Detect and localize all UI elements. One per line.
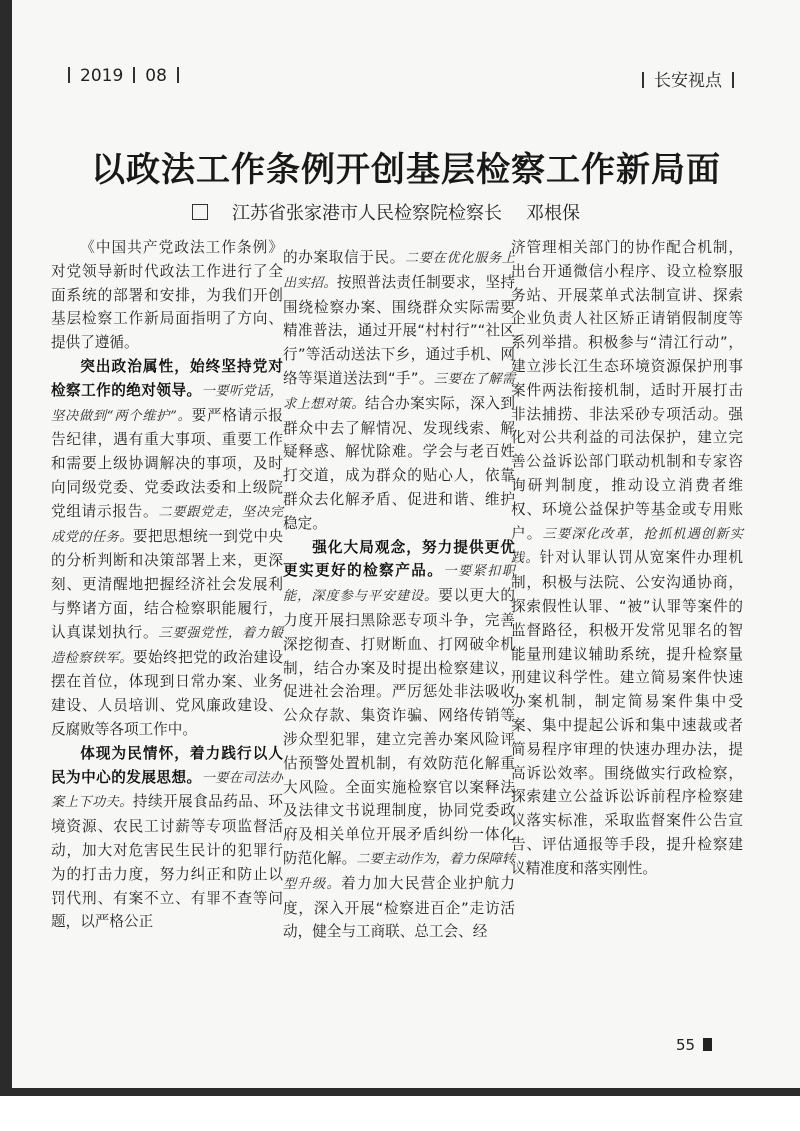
- section-1-heading: 突出政治属性，始终坚持党对检察工作的绝对领导。: [51, 357, 283, 399]
- issue-year: 2019: [80, 66, 124, 86]
- section-2-point-2: 二要在优化服务上出实招。: [283, 251, 515, 291]
- section-1-text-2: 要把思想统一到党中央的分析判断和决策部署上来，更深刻、更清醒地把握经济社会发展利与弊诸方面，结合检察职能履行，认真谋划执行。: [51, 527, 283, 641]
- section-2-heading: 体现为民情怀，着力践行以人民为中心的发展思想。: [51, 744, 283, 786]
- header-divider: [68, 67, 70, 83]
- section-2-text-1-end: 的办案取信于民。: [283, 249, 405, 266]
- section-3-text-2-end: 济管理相关部门的协作配合机制，出台开通微信小程序、设立检察服务站、开展菜单式法制宣讲、探索企业负责人社区矫正请销假制度等系列举措。积极参与“清江行动”，建立涉长江生态环境资源保护刑事案件两法衔接机制，适时开展打击非法捕捞、非法采砂专项活动。强化对公共利益的司法保护，建立完善公益诉讼部门联动机制和专家咨询研判制度，推动设立消费者维权、环境公益保护等基金或专用账户。: [511, 239, 743, 542]
- section-2-paragraph: [51, 742, 283, 934]
- section-3-paragraph: [283, 536, 515, 945]
- section-1-text-3: 要始终把党的政治建设摆在首位，体现到日常办案、业务建设、人员培训、党风廉政建设、反腐败等各项工作中。: [51, 648, 283, 738]
- section-3-heading: 强化大局观念，努力提供更优更实更好的检察产品。: [283, 538, 515, 580]
- header-divider: [177, 67, 179, 83]
- section-3-point-3: 三要深化改革，抢抓机遇创新实践。: [511, 526, 743, 567]
- section-3-text-3: 针对认罪认罚从宽案件办理机制，积极与法院、公安沟通协商，探索假性认罪、“被”认罪等案件的监督路径，积极开发常见罪名的智能量刑建议辅助系统，提升检察量刑建议科学性。建立简易案件快速办案机制，制定简易案件集中受案、集中提起公诉和集中速裁或者简易程序审理的快速办理办法，提高诉讼效率。围绕做实行政检察，探索建立公益诉讼诉前程序检察建议落实标准，采取监督案件公告宣告、评估通报等手段，提升检察建议精准度和落实刚性。: [511, 549, 743, 877]
- square-bullet-icon: [192, 204, 208, 220]
- section-1-point-2: 二要跟党走，坚决完成党的任务。: [51, 504, 283, 545]
- section-3-point-1: 一要紧扣职能，深度参与平安建设。: [283, 564, 515, 605]
- issue-number: 08: [145, 66, 167, 86]
- text-column-3: [511, 236, 743, 881]
- text-column-1: [51, 236, 283, 934]
- author-line: [192, 199, 580, 225]
- page-marker-icon: [703, 1038, 712, 1051]
- section-3-text-2: 着力加大民营企业护航力度，深入开展“检察进百企”走访活动，健全与工商联、总工会、经: [283, 874, 515, 941]
- column-header: [632, 66, 734, 91]
- page-number: [676, 1036, 712, 1054]
- author-title: 江苏省张家港市人民检察院检察长: [232, 203, 502, 224]
- header-divider: [642, 72, 644, 88]
- section-1-text-1: 要严格请示报告纪律，遇有重大事项、重要工作和需要上级协调解决的事项，及时向同级党委、党委政法委和上级院党组请示报告。: [51, 406, 283, 520]
- section-1-paragraph: [51, 355, 283, 742]
- section-2-continued: [283, 246, 515, 536]
- magazine-page: [12, 0, 800, 1088]
- section-3-continued: [511, 236, 743, 881]
- article-title: 以政法工作条例开创基层检察工作新局面: [91, 150, 721, 190]
- section-1-point-3: 三要强党性，着力锻造检察铁军。: [51, 625, 283, 666]
- intro-paragraph: 《中国共产党政法工作条例》对党领导新时代政法工作进行了全面系统的部署和安排，为我们开创基层检察工作新局面指明了方向、提供了遵循。: [51, 239, 283, 352]
- section-2-point-3: 三要在了解需求上想对策。: [283, 371, 516, 412]
- section-1-point-1: 一要听党话，坚决做到“两个维护”。: [51, 383, 283, 424]
- section-3-text-1: 要以更大的力度开展扫黑除恶专项斗争，完善深挖彻查、打财断血、打网破伞机制，结合办案及时提出检察建议，促进社会治理。严厉惩处非法吸收公众存款、集资诈骗、网络传销等涉众型犯罪，建立完善办案风险评估预警处置机制，有效防范化解重大风险。全面实施检察官以案释法及法律文书说理制度，协同党委政府及相关单位开展矛盾纠纷一体化防范化解。: [283, 587, 515, 867]
- text-column-2: [283, 246, 515, 944]
- section-2-text-1: 持续开展食品药品、环境资源、农民工讨薪等专项监督活动，加大对危害民生民计的犯罪行为的打击力度，努力纠正和防止以罚代刑、有案不立、有罪不查等问题，以严格公正: [51, 793, 283, 931]
- page-number-text: 55: [676, 1036, 696, 1054]
- section-3-point-2: 二要主动作为，着力保障转型升级。: [283, 851, 515, 892]
- header-divider: [133, 67, 135, 83]
- column-name: 长安视点: [654, 71, 722, 91]
- section-2-point-1: 一要在司法办案上下功夫。: [51, 770, 283, 811]
- header-divider: [732, 72, 734, 88]
- scan-edge-bottom: [0, 1088, 800, 1096]
- section-2-text-2: 按照普法责任制要求，坚持围绕检察办案、围绕群众实际需要精准普法，通过开展“村村行”“社区行”等活动送法下乡，通过手机、网络等渠道送法到“手”。: [283, 273, 515, 387]
- scan-edge-left: [0, 0, 12, 1095]
- section-2-text-3: 结合办案实际，深入到群众中去了解情况、发现线索、解疑释惑、解忧除难。学会与老百姓打交道，成为群众的贴心人，依靠群众去化解矛盾、促进和谐、维护稳定。: [283, 394, 515, 532]
- issue-header: [58, 66, 189, 86]
- author-name: 邓根保: [526, 203, 580, 224]
